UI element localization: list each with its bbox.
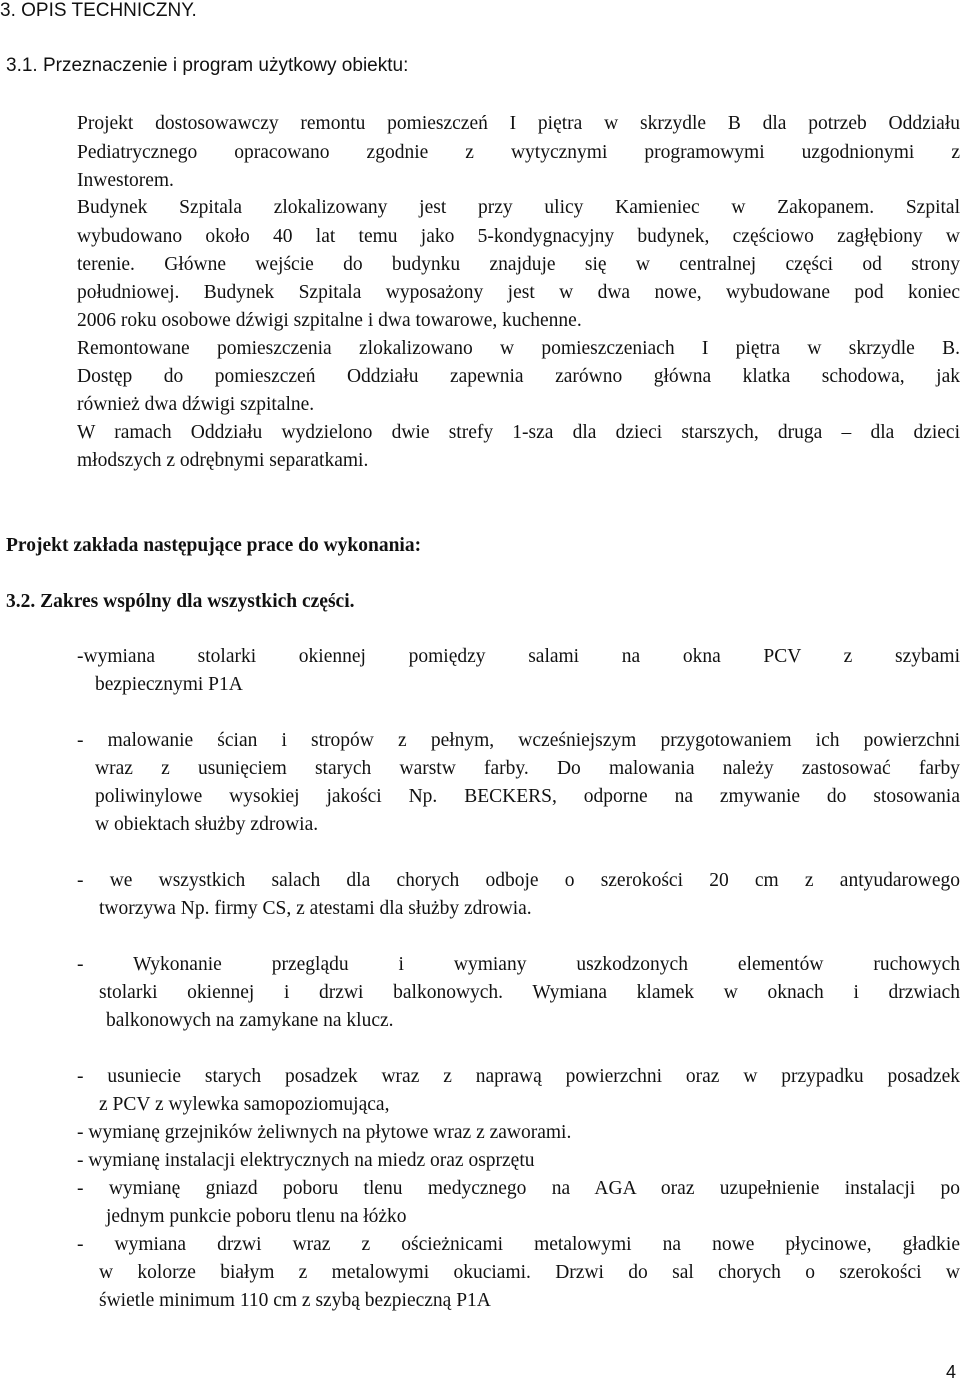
- scope-heading: 3.2. Zakres wspólny dla wszystkich części.: [6, 591, 355, 612]
- text-line: poliwinylowe wysokiej jakości Np. BECKERS, odporne na zmywanie do stosowania: [95, 786, 960, 807]
- text-line: południowej. Budynek Szpitala wyposażony jest w dwa nowe, wybudowane pod koniec: [77, 282, 960, 303]
- text-line: Pediatrycznego opracowano zgodnie z wytycznymi programowymi uzgodnionymi z: [77, 142, 960, 163]
- text-line: -wymiana stolarki okiennej pomiędzy salami na okna PCV z szybami: [77, 646, 960, 667]
- text-line: w kolorze białym z metalowymi okuciami. Drzwi do sal chorych o szerokości w: [99, 1262, 960, 1283]
- text-line: - wymianę grzejników żeliwnych na płytowe wraz z zaworami.: [77, 1122, 572, 1143]
- text-line: Dostęp do pomieszczeń Oddziału zapewnia zarówno główna klatka schodowa, jak: [77, 366, 960, 387]
- text-line: - wymianę instalacji elektrycznych na miedz oraz osprzętu: [77, 1150, 535, 1171]
- text-line: z PCV z wylewka samopoziomująca,: [99, 1094, 390, 1115]
- works-heading: Projekt zakłada następujące prace do wykonania:: [6, 535, 422, 556]
- text-line: Budynek Szpitala zlokalizowany jest przy ulicy Kamieniec w Zakopanem. Szpital: [77, 197, 960, 218]
- page-number: 4: [945, 1362, 956, 1382]
- section-heading: 3. OPIS TECHNICZNY.: [0, 0, 197, 21]
- text-line: W ramach Oddziału wydzielono dwie strefy 1-sza dla dzieci starszych, druga – dla dzieci: [77, 422, 960, 443]
- text-line: - Wykonanie przeglądu i wymiany uszkodzonych elementów ruchowych: [77, 954, 960, 975]
- text-line: Projekt dostosowawczy remontu pomieszczeń I piętra w skrzydle B dla potrzeb Oddziału: [77, 113, 960, 134]
- text-line: tworzywa Np. firmy CS, z atestami dla służby zdrowia.: [99, 898, 532, 919]
- text-line: - wymiana drzwi wraz z ościeżnicami metalowymi na nowe płycinowe, gładkie: [77, 1234, 960, 1255]
- text-line: - malowanie ścian i stropów z pełnym, wcześniejszym przygotowaniem ich powierzchni: [77, 730, 960, 751]
- text-line: - usuniecie starych posadzek wraz z naprawą powierzchni oraz w przypadku posadzek: [77, 1066, 960, 1087]
- text-line: 2006 roku osobowe dźwigi szpitalne i dwa towarowe, kuchenne.: [77, 310, 582, 331]
- text-line: bezpiecznymi P1A: [95, 674, 243, 695]
- text-line: - wymianę gniazd poboru tlenu medycznego na AGA oraz uzupełnienie instalacji po: [77, 1178, 960, 1199]
- text-line: świetle minimum 110 cm z szybą bezpieczną P1A: [99, 1290, 491, 1311]
- text-line: Inwestorem.: [77, 170, 174, 191]
- text-line: jednym punkcie poboru tlenu na łóżko: [106, 1206, 407, 1227]
- text-line: wybudowano około 40 lat temu jako 5-kondygnacyjny budynek, częściowo zagłębiony w: [77, 226, 960, 247]
- text-line: młodszych z odrębnymi separatkami.: [77, 450, 369, 471]
- text-line: stolarki okiennej i drzwi balkonowych. Wymiana klamek w oknach i drzwiach: [99, 982, 960, 1003]
- text-line: - we wszystkich salach dla chorych odboje o szerokości 20 cm z antyudarowego: [77, 870, 960, 891]
- subsection-heading: 3.1. Przeznaczenie i program użytkowy obiektu:: [6, 55, 409, 76]
- text-line: balkonowych na zamykane na klucz.: [106, 1010, 394, 1031]
- text-line: również dwa dźwigi szpitalne.: [77, 394, 315, 415]
- text-line: wraz z usunięciem starych warstw farby. Do malowania należy zastosować farby: [95, 758, 960, 779]
- text-line: w obiektach służby zdrowia.: [95, 814, 319, 835]
- text-line: terenie. Główne wejście do budynku znajduje się w centralnej części od strony: [77, 254, 960, 275]
- text-line: Remontowane pomieszczenia zlokalizowano w pomieszczeniach I piętra w skrzydle B.: [77, 338, 960, 359]
